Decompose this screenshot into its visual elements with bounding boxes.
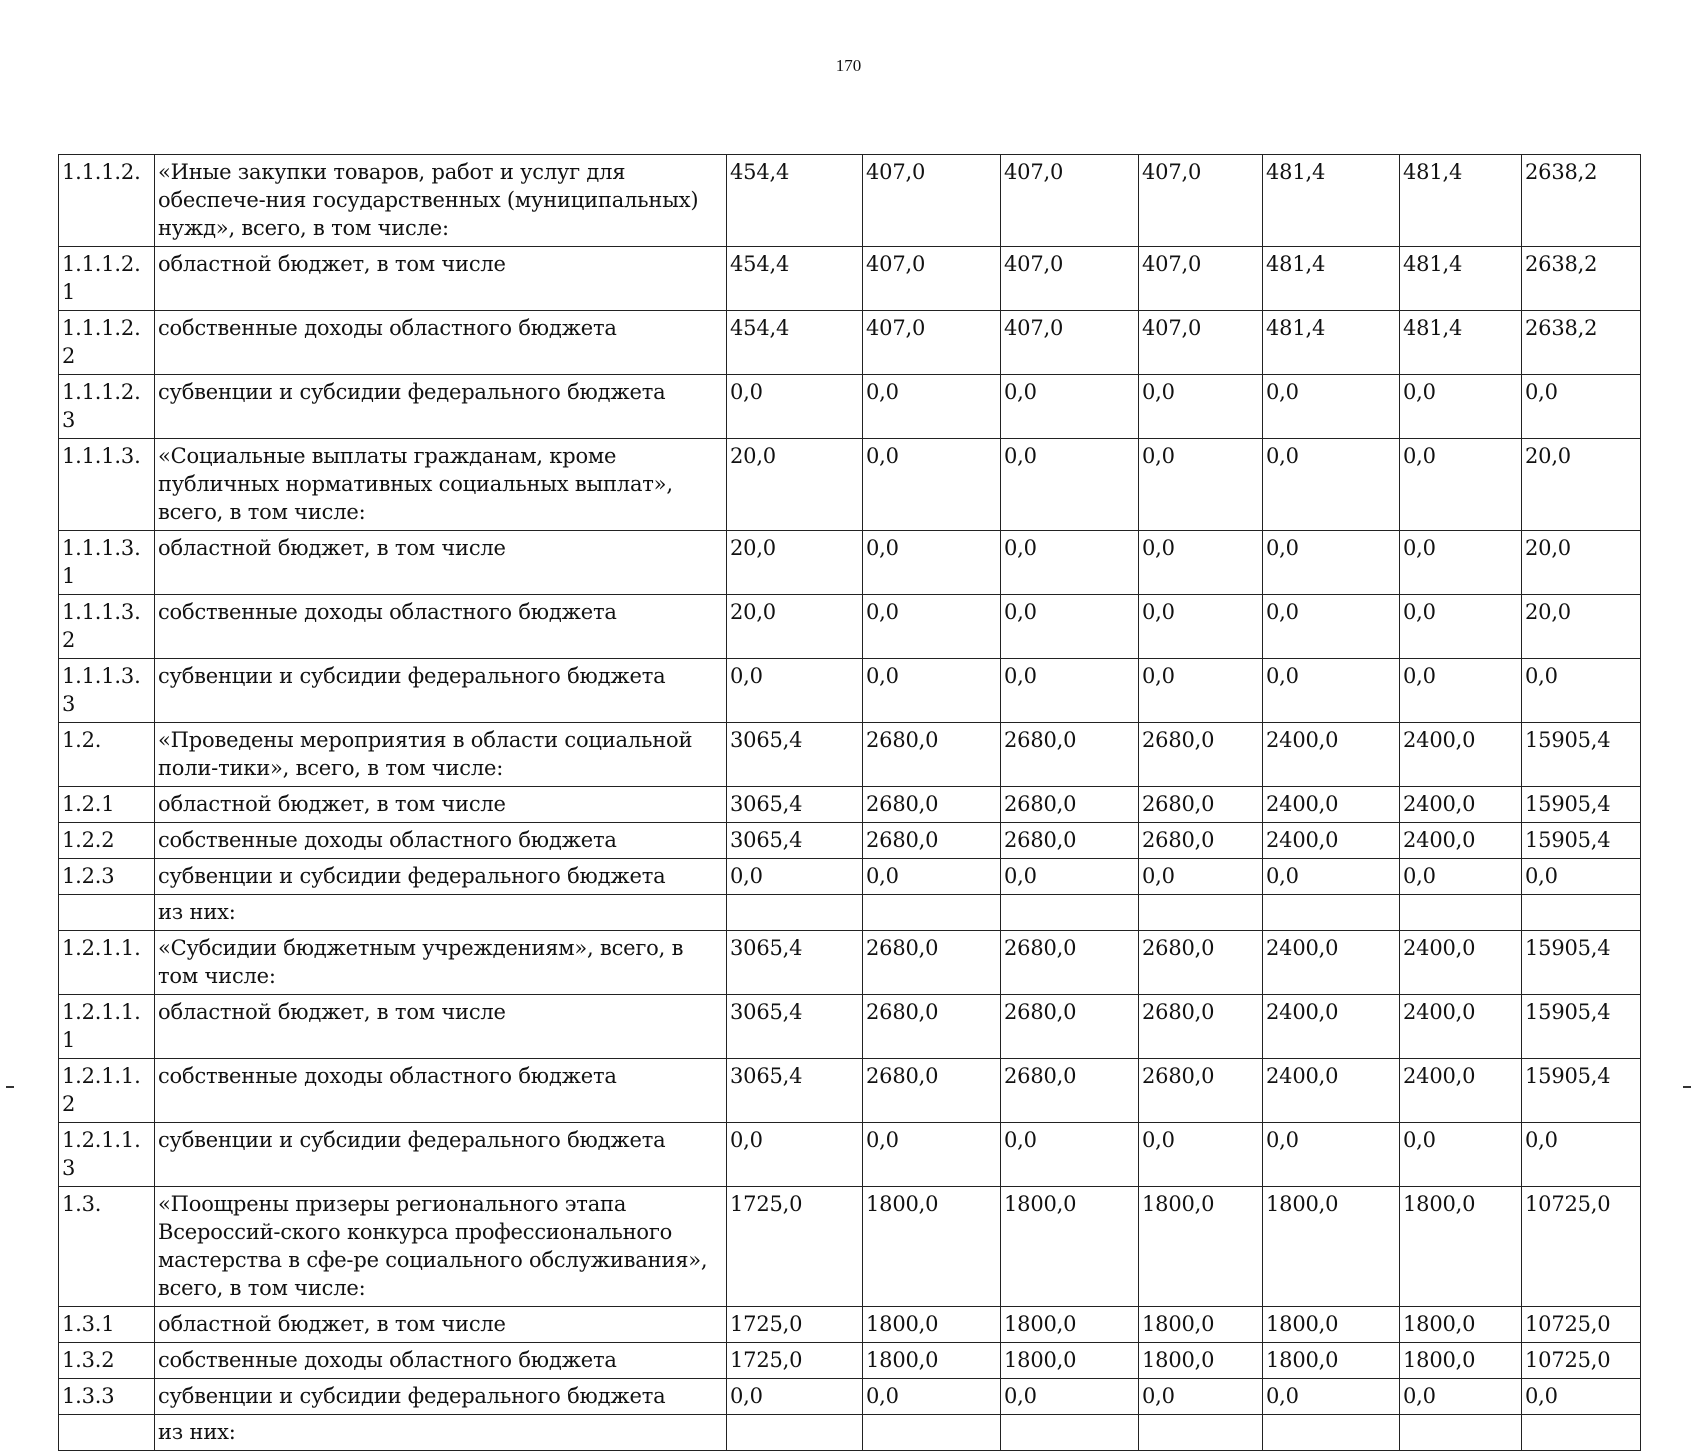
table-row xyxy=(59,155,1641,247)
value-cell: 2400,0 xyxy=(1400,931,1522,995)
value-cell: 0,0 xyxy=(1001,1123,1139,1187)
value-cell: 0,0 xyxy=(727,859,863,895)
value-cell: 0,0 xyxy=(863,1379,1001,1415)
value-cell: 2680,0 xyxy=(1139,995,1263,1059)
value-cell: 15905,4 xyxy=(1522,931,1641,995)
value-cell: 1725,0 xyxy=(727,1307,863,1343)
value-cell: 0,0 xyxy=(727,659,863,723)
value-cell: 0,0 xyxy=(863,375,1001,439)
table-row xyxy=(59,247,1641,311)
value-cell: 2400,0 xyxy=(1263,823,1400,859)
value-cell: 2400,0 xyxy=(1263,1059,1400,1123)
row-name-cell: «Проведены мероприятия в области социальной поли-тики», всего, в том числе: xyxy=(155,723,727,787)
value-cell: 0,0 xyxy=(1001,859,1139,895)
value-cell: 2680,0 xyxy=(1139,787,1263,823)
value-cell: 20,0 xyxy=(727,439,863,531)
value-cell: 20,0 xyxy=(727,595,863,659)
row-name-cell: собственные доходы областного бюджета xyxy=(155,1059,727,1123)
value-cell: 15905,4 xyxy=(1522,995,1641,1059)
value-cell: 0,0 xyxy=(1400,439,1522,531)
value-cell: 0,0 xyxy=(1001,1379,1139,1415)
value-cell: 0,0 xyxy=(863,531,1001,595)
value-cell: 0,0 xyxy=(1263,859,1400,895)
value-cell: 0,0 xyxy=(1139,375,1263,439)
value-cell: 407,0 xyxy=(863,247,1001,311)
value-cell: 481,4 xyxy=(1263,155,1400,247)
value-cell: 407,0 xyxy=(1001,247,1139,311)
row-code-cell: 1.2.1.1.1 xyxy=(59,995,155,1059)
value-cell xyxy=(727,1415,863,1451)
value-cell: 1800,0 xyxy=(1001,1307,1139,1343)
table-row xyxy=(59,931,1641,995)
value-cell: 3065,4 xyxy=(727,723,863,787)
row-name-cell: из них: xyxy=(155,895,727,931)
value-cell xyxy=(863,895,1001,931)
value-cell: 15905,4 xyxy=(1522,1059,1641,1123)
value-cell: 1800,0 xyxy=(1139,1307,1263,1343)
value-cell: 1800,0 xyxy=(1001,1343,1139,1379)
row-name-cell: областной бюджет, в том числе xyxy=(155,787,727,823)
value-cell: 3065,4 xyxy=(727,931,863,995)
row-name-cell: «Социальные выплаты гражданам, кроме публичных нормативных социальных выплат», всего, в том числе: xyxy=(155,439,727,531)
table-row xyxy=(59,723,1641,787)
row-name-cell: субвенции и субсидии федерального бюджета xyxy=(155,1123,727,1187)
value-cell: 2638,2 xyxy=(1522,311,1641,375)
value-cell: 0,0 xyxy=(1522,859,1641,895)
row-name-cell: областной бюджет, в том числе xyxy=(155,995,727,1059)
value-cell: 0,0 xyxy=(1139,659,1263,723)
row-name-cell: собственные доходы областного бюджета xyxy=(155,595,727,659)
value-cell: 0,0 xyxy=(1400,531,1522,595)
value-cell: 0,0 xyxy=(1263,439,1400,531)
row-name-cell: субвенции и субсидии федерального бюджета xyxy=(155,375,727,439)
value-cell: 2680,0 xyxy=(1001,931,1139,995)
value-cell xyxy=(1522,895,1641,931)
page-number: 170 xyxy=(835,56,862,75)
value-cell: 0,0 xyxy=(1522,1379,1641,1415)
value-cell: 2400,0 xyxy=(1400,787,1522,823)
value-cell: 3065,4 xyxy=(727,823,863,859)
value-cell: 2400,0 xyxy=(1263,787,1400,823)
value-cell: 2400,0 xyxy=(1400,1059,1522,1123)
value-cell: 2680,0 xyxy=(863,823,1001,859)
value-cell: 0,0 xyxy=(863,659,1001,723)
table-body xyxy=(59,155,1641,1451)
table-row xyxy=(59,995,1641,1059)
row-code-cell: 1.3.2 xyxy=(59,1343,155,1379)
row-name-cell: «Иные закупки товаров, работ и услуг для обеспече-ния государственных (муниципальных) нужд», всего, в том числе: xyxy=(155,155,727,247)
value-cell xyxy=(1001,895,1139,931)
value-cell xyxy=(1139,895,1263,931)
value-cell: 0,0 xyxy=(1522,659,1641,723)
value-cell: 0,0 xyxy=(1001,439,1139,531)
value-cell: 2680,0 xyxy=(1139,1059,1263,1123)
value-cell: 407,0 xyxy=(1001,311,1139,375)
value-cell: 0,0 xyxy=(1400,1123,1522,1187)
value-cell: 407,0 xyxy=(863,311,1001,375)
value-cell: 0,0 xyxy=(1139,859,1263,895)
value-cell xyxy=(1400,895,1522,931)
row-name-cell: собственные доходы областного бюджета xyxy=(155,823,727,859)
value-cell: 0,0 xyxy=(1400,1379,1522,1415)
table-row xyxy=(59,1187,1641,1307)
value-cell: 10725,0 xyxy=(1522,1187,1641,1307)
table-row xyxy=(59,311,1641,375)
value-cell: 20,0 xyxy=(727,531,863,595)
value-cell: 0,0 xyxy=(863,859,1001,895)
row-code-cell: 1.1.1.2. xyxy=(59,155,155,247)
value-cell: 1800,0 xyxy=(1263,1187,1400,1307)
row-code-cell: 1.2.1.1. xyxy=(59,931,155,995)
value-cell: 15905,4 xyxy=(1522,723,1641,787)
row-code-cell: 1.1.1.2.2 xyxy=(59,311,155,375)
right-margin-mark xyxy=(1683,1086,1691,1088)
value-cell: 3065,4 xyxy=(727,1059,863,1123)
value-cell: 0,0 xyxy=(1139,1379,1263,1415)
value-cell: 1800,0 xyxy=(863,1343,1001,1379)
value-cell: 2680,0 xyxy=(863,1059,1001,1123)
value-cell: 0,0 xyxy=(1001,595,1139,659)
value-cell: 0,0 xyxy=(863,1123,1001,1187)
value-cell: 15905,4 xyxy=(1522,823,1641,859)
value-cell: 0,0 xyxy=(1400,659,1522,723)
value-cell: 1800,0 xyxy=(1400,1343,1522,1379)
value-cell: 407,0 xyxy=(1001,155,1139,247)
value-cell xyxy=(1400,1415,1522,1451)
value-cell: 0,0 xyxy=(1522,1123,1641,1187)
value-cell: 2680,0 xyxy=(1139,723,1263,787)
value-cell xyxy=(1001,1415,1139,1451)
value-cell: 0,0 xyxy=(1400,859,1522,895)
value-cell: 1725,0 xyxy=(727,1343,863,1379)
table-row xyxy=(59,595,1641,659)
value-cell: 2680,0 xyxy=(1001,1059,1139,1123)
budget-table-container xyxy=(58,154,1640,1451)
value-cell: 0,0 xyxy=(1139,439,1263,531)
row-name-cell: субвенции и субсидии федерального бюджета xyxy=(155,1379,727,1415)
row-name-cell: собственные доходы областного бюджета xyxy=(155,311,727,375)
row-code-cell: 1.3. xyxy=(59,1187,155,1307)
value-cell: 1800,0 xyxy=(1139,1343,1263,1379)
row-code-cell: 1.1.1.2.1 xyxy=(59,247,155,311)
value-cell: 481,4 xyxy=(1400,311,1522,375)
value-cell: 0,0 xyxy=(727,375,863,439)
value-cell: 0,0 xyxy=(1263,375,1400,439)
value-cell: 0,0 xyxy=(1139,531,1263,595)
value-cell: 1800,0 xyxy=(1263,1343,1400,1379)
row-name-cell: собственные доходы областного бюджета xyxy=(155,1343,727,1379)
row-name-cell: «Субсидии бюджетным учреждениям», всего, в том числе: xyxy=(155,931,727,995)
value-cell xyxy=(727,895,863,931)
value-cell: 2680,0 xyxy=(1001,823,1139,859)
value-cell: 481,4 xyxy=(1400,155,1522,247)
value-cell: 454,4 xyxy=(727,247,863,311)
value-cell: 2680,0 xyxy=(1001,723,1139,787)
value-cell: 2400,0 xyxy=(1263,995,1400,1059)
table-row xyxy=(59,439,1641,531)
value-cell: 0,0 xyxy=(727,1379,863,1415)
row-name-cell: субвенции и субсидии федерального бюджета xyxy=(155,659,727,723)
table-row xyxy=(59,1307,1641,1343)
row-name-cell: «Поощрены призеры регионального этапа Всероссий-ского конкурса профессионального мастерства в сфе-ре социального обслуживания», всего, в том числе: xyxy=(155,1187,727,1307)
value-cell: 407,0 xyxy=(1139,247,1263,311)
value-cell: 2400,0 xyxy=(1263,723,1400,787)
row-code-cell: 1.3.1 xyxy=(59,1307,155,1343)
value-cell: 2680,0 xyxy=(863,723,1001,787)
value-cell: 2638,2 xyxy=(1522,247,1641,311)
value-cell: 10725,0 xyxy=(1522,1343,1641,1379)
value-cell: 454,4 xyxy=(727,155,863,247)
value-cell: 2680,0 xyxy=(863,995,1001,1059)
value-cell: 20,0 xyxy=(1522,595,1641,659)
value-cell: 2680,0 xyxy=(1139,931,1263,995)
row-code-cell xyxy=(59,1415,155,1451)
row-code-cell: 1.3.3 xyxy=(59,1379,155,1415)
row-code-cell: 1.1.1.3.3 xyxy=(59,659,155,723)
table-row xyxy=(59,859,1641,895)
value-cell: 0,0 xyxy=(1001,659,1139,723)
table-row xyxy=(59,1343,1641,1379)
value-cell: 407,0 xyxy=(863,155,1001,247)
row-name-cell: субвенции и субсидии федерального бюджета xyxy=(155,859,727,895)
value-cell: 20,0 xyxy=(1522,531,1641,595)
value-cell: 0,0 xyxy=(1139,1123,1263,1187)
value-cell: 481,4 xyxy=(1263,247,1400,311)
value-cell: 0,0 xyxy=(1001,375,1139,439)
value-cell: 1800,0 xyxy=(1400,1307,1522,1343)
value-cell: 2680,0 xyxy=(863,931,1001,995)
value-cell: 0,0 xyxy=(863,595,1001,659)
row-code-cell: 1.2.1 xyxy=(59,787,155,823)
value-cell: 3065,4 xyxy=(727,995,863,1059)
value-cell: 0,0 xyxy=(1263,1379,1400,1415)
value-cell: 2680,0 xyxy=(863,787,1001,823)
value-cell xyxy=(1522,1415,1641,1451)
value-cell: 2400,0 xyxy=(1263,931,1400,995)
table-row xyxy=(59,659,1641,723)
value-cell: 0,0 xyxy=(1522,375,1641,439)
table-row xyxy=(59,375,1641,439)
value-cell: 2400,0 xyxy=(1400,723,1522,787)
row-code-cell: 1.2.2 xyxy=(59,823,155,859)
value-cell: 1800,0 xyxy=(863,1187,1001,1307)
table-row xyxy=(59,1379,1641,1415)
value-cell: 454,4 xyxy=(727,311,863,375)
value-cell: 10725,0 xyxy=(1522,1307,1641,1343)
value-cell xyxy=(1263,1415,1400,1451)
value-cell: 15905,4 xyxy=(1522,787,1641,823)
value-cell: 481,4 xyxy=(1400,247,1522,311)
value-cell: 1800,0 xyxy=(863,1307,1001,1343)
value-cell: 20,0 xyxy=(1522,439,1641,531)
value-cell: 0,0 xyxy=(1263,1123,1400,1187)
row-code-cell: 1.1.1.2.3 xyxy=(59,375,155,439)
left-margin-mark xyxy=(6,1086,14,1088)
value-cell: 0,0 xyxy=(1139,595,1263,659)
value-cell: 2400,0 xyxy=(1400,823,1522,859)
row-code-cell: 1.2.1.1.2 xyxy=(59,1059,155,1123)
table-row xyxy=(59,531,1641,595)
value-cell: 2400,0 xyxy=(1400,995,1522,1059)
value-cell: 2680,0 xyxy=(1001,787,1139,823)
row-code-cell xyxy=(59,895,155,931)
value-cell: 407,0 xyxy=(1139,155,1263,247)
value-cell xyxy=(863,1415,1001,1451)
value-cell xyxy=(1139,1415,1263,1451)
row-code-cell: 1.2. xyxy=(59,723,155,787)
value-cell: 407,0 xyxy=(1139,311,1263,375)
value-cell: 0,0 xyxy=(1001,531,1139,595)
value-cell: 1800,0 xyxy=(1263,1307,1400,1343)
row-code-cell: 1.2.1.1.3 xyxy=(59,1123,155,1187)
value-cell: 2680,0 xyxy=(1139,823,1263,859)
value-cell: 0,0 xyxy=(1263,595,1400,659)
value-cell: 0,0 xyxy=(1263,659,1400,723)
value-cell: 2638,2 xyxy=(1522,155,1641,247)
row-code-cell: 1.1.1.3. xyxy=(59,439,155,531)
table-row xyxy=(59,1059,1641,1123)
table-row xyxy=(59,787,1641,823)
value-cell: 0,0 xyxy=(1263,531,1400,595)
table-row xyxy=(59,895,1641,931)
value-cell: 0,0 xyxy=(863,439,1001,531)
value-cell xyxy=(1263,895,1400,931)
row-code-cell: 1.2.3 xyxy=(59,859,155,895)
value-cell: 1725,0 xyxy=(727,1187,863,1307)
value-cell: 1800,0 xyxy=(1001,1187,1139,1307)
value-cell: 481,4 xyxy=(1263,311,1400,375)
row-name-cell: из них: xyxy=(155,1415,727,1451)
value-cell: 1800,0 xyxy=(1400,1187,1522,1307)
budget-table xyxy=(58,154,1641,1451)
value-cell: 1800,0 xyxy=(1139,1187,1263,1307)
table-row xyxy=(59,1415,1641,1451)
row-code-cell: 1.1.1.3.2 xyxy=(59,595,155,659)
value-cell: 0,0 xyxy=(1400,595,1522,659)
value-cell: 2680,0 xyxy=(1001,995,1139,1059)
row-code-cell: 1.1.1.3.1 xyxy=(59,531,155,595)
value-cell: 0,0 xyxy=(727,1123,863,1187)
table-row xyxy=(59,823,1641,859)
value-cell: 3065,4 xyxy=(727,787,863,823)
table-row xyxy=(59,1123,1641,1187)
row-name-cell: областной бюджет, в том числе xyxy=(155,247,727,311)
row-name-cell: областной бюджет, в том числе xyxy=(155,531,727,595)
value-cell: 0,0 xyxy=(1400,375,1522,439)
row-name-cell: областной бюджет, в том числе xyxy=(155,1307,727,1343)
